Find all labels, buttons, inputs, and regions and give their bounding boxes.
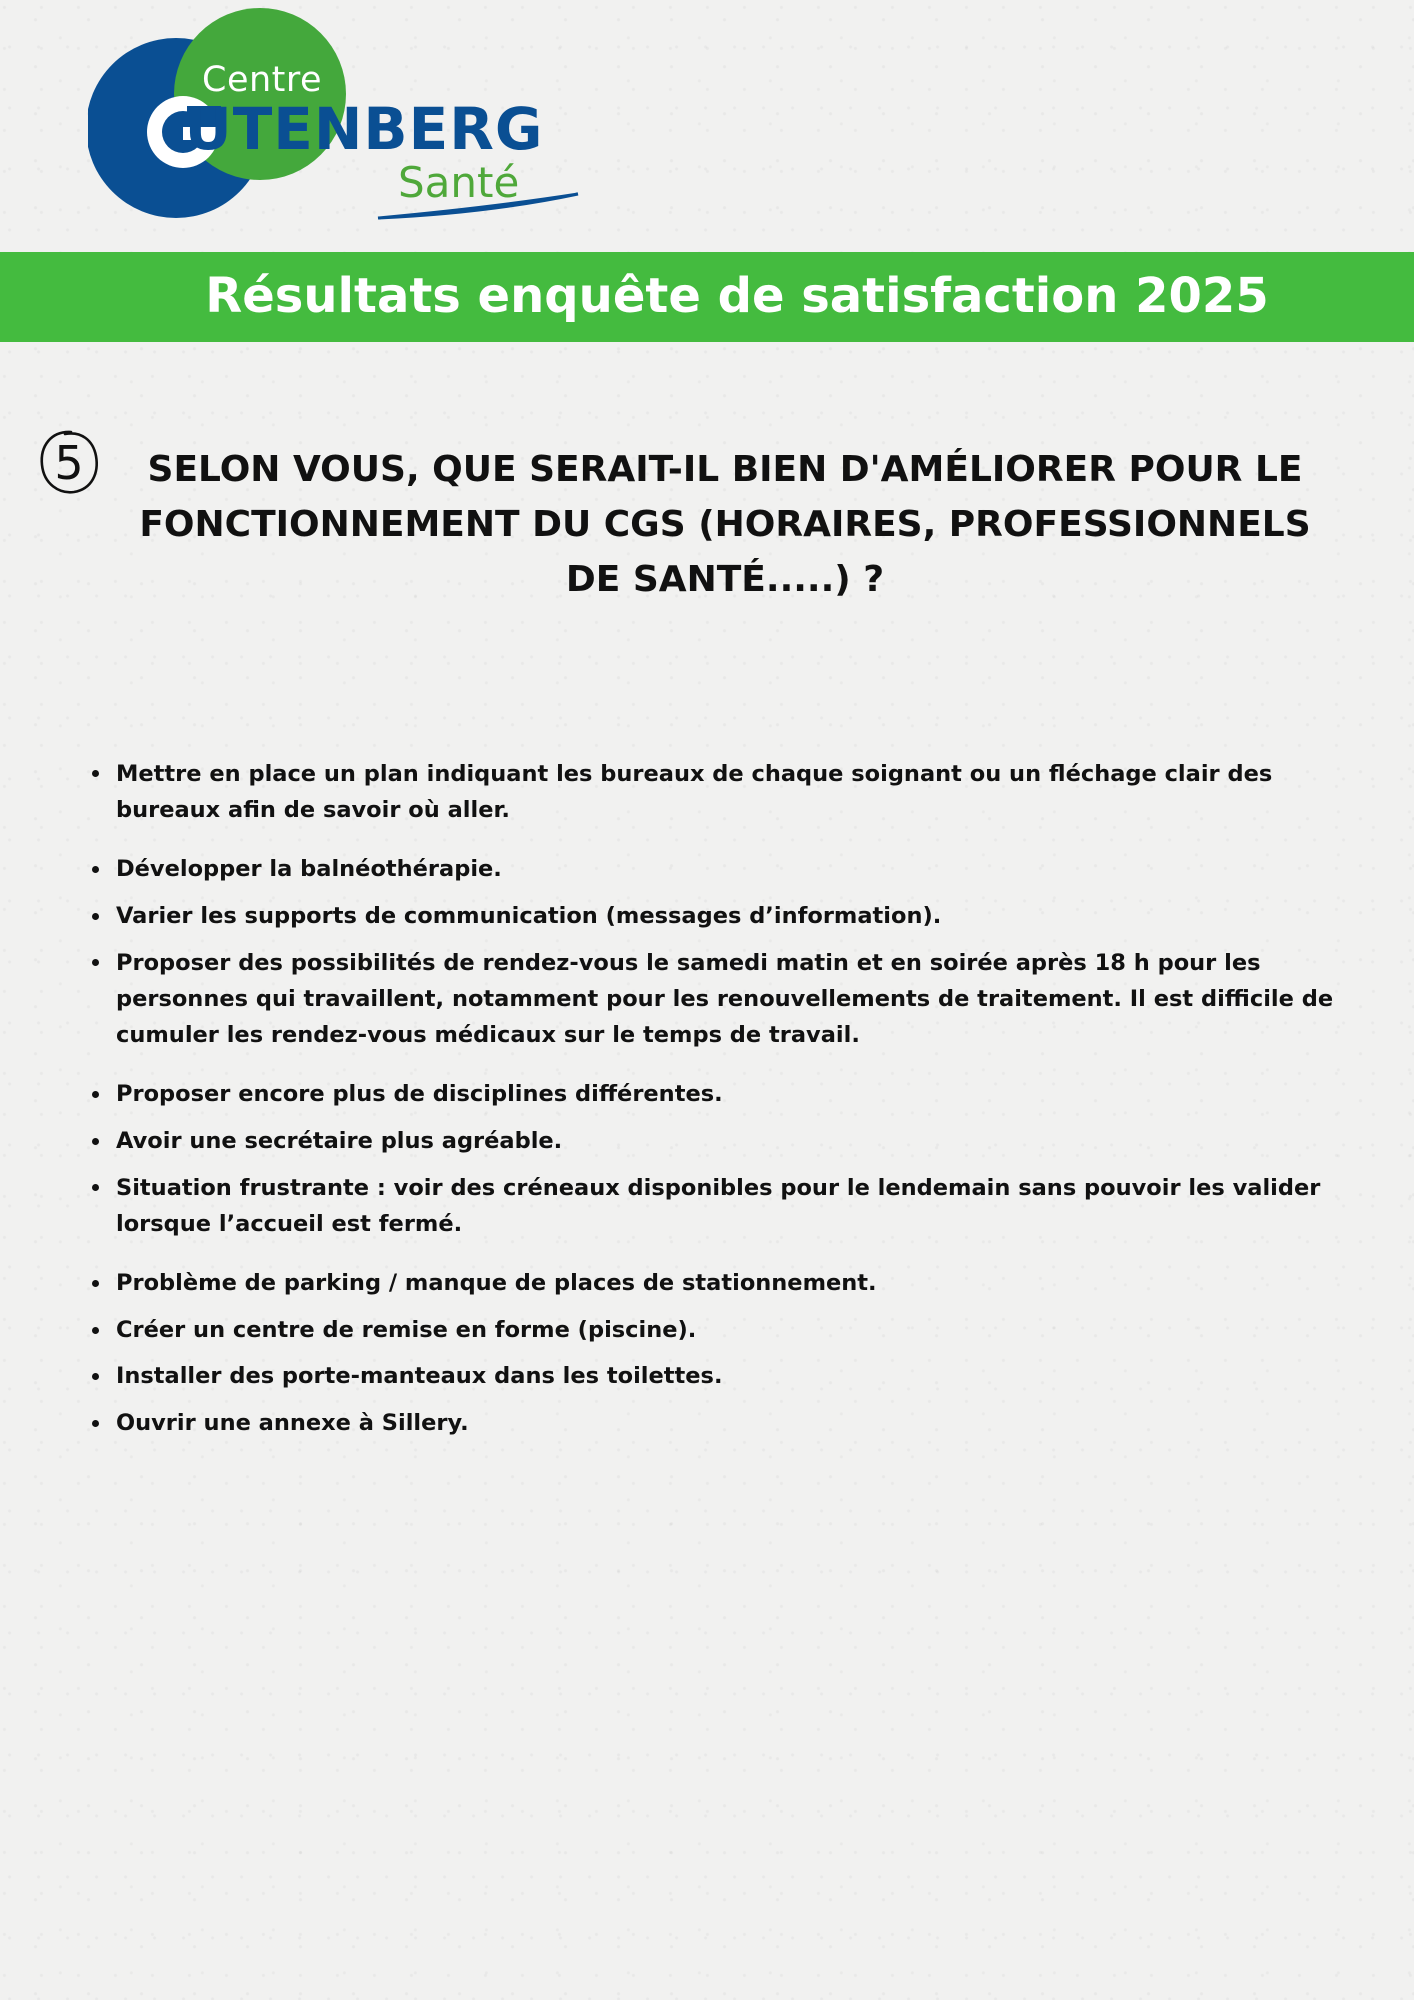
list-item: Situation frustrante : voir des créneaux disponibles pour le lendemain sans pouvoir les valider lorsque l’accueil est fermé. [116, 1164, 1336, 1260]
logo-centre-text: Centre [202, 60, 323, 100]
list-item: Mettre en place un plan indiquant les bureaux de chaque soignant ou un fléchage clair des bureaux afin de savoir où aller. [116, 750, 1336, 846]
list-item: Installer des porte-manteaux dans les toilettes. [116, 1353, 1336, 1400]
list-item: Proposer des possibilités de rendez-vous le samedi matin et en soirée après 18 h pour les personnes qui travaillent, notamment pour les renouvellements de traitement. Il est difficile de cumuler les rendez-vous médicaux sur le temps de travail. [116, 939, 1336, 1071]
logo-wordmark: UTENBERG [184, 95, 544, 163]
list-item: Avoir une secrétaire plus agréable. [116, 1118, 1336, 1165]
list-item: Varier les supports de communication (messages d’information). [116, 893, 1336, 940]
list-item: Ouvrir une annexe à Sillery. [116, 1400, 1336, 1447]
question-title: SELON VOUS, QUE SERAIT-IL BIEN D'AMÉLIORER POUR LE FONCTIONNEMENT DU CGS (HORAIRES, PROFESSIONNELS DE SANTÉ.....) ? [139, 449, 1311, 600]
logo-gutenberg-text [136, 95, 544, 163]
question-number-badge [37, 428, 101, 498]
list-item: Problème de parking / manque de places de stationnement. [116, 1260, 1336, 1307]
question-number: 5 [54, 436, 84, 490]
page-title: Résultats enquête de satisfaction 2025 [205, 268, 1269, 324]
answers-list [116, 750, 1336, 1446]
logo [88, 8, 588, 228]
title-banner [0, 252, 1414, 342]
list-item: Créer un centre de remise en forme (piscine). [116, 1307, 1336, 1354]
list-item: Proposer encore plus de disciplines différentes. [116, 1071, 1336, 1118]
list-item: Développer la balnéothérapie. [116, 846, 1336, 893]
logo-sante-text: Santé [398, 158, 520, 207]
